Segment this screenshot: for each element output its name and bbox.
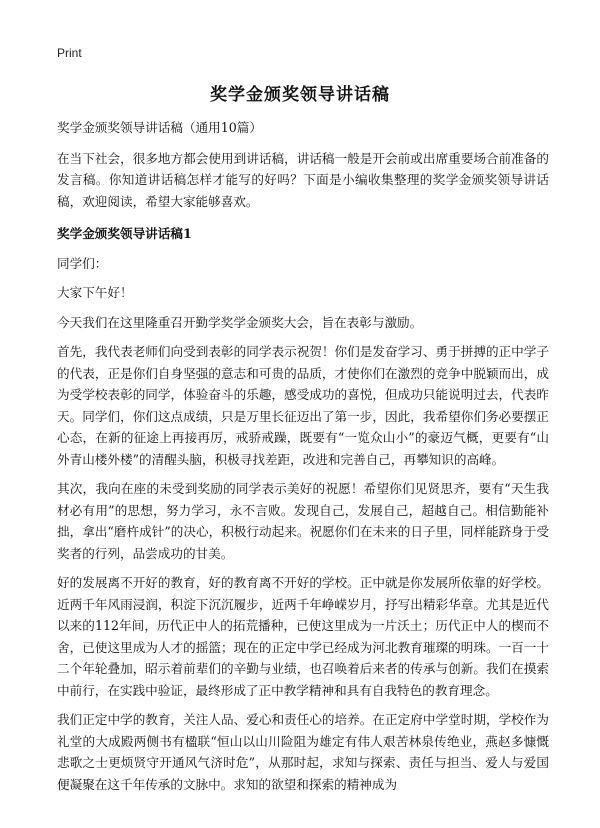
document-body xyxy=(57,117,549,803)
intro-paragraph: 在当下社会，很多地方都会使用到讲话稿，讲话稿一般是开会前或出席重要场合前准备的发言稿。你知道讲话稿怎样才能写的好吗？下面是小编收集整理的奖学金颁奖领导讲话稿，欢迎阅读，希望大家能够喜欢。 xyxy=(57,150,549,209)
document-subtitle: 奖学金颁奖领导讲话稿（通用10篇） xyxy=(57,120,262,135)
body-paragraph: 我们正定中学的教育，关注人品、爱心和责任心的培养。在正定府中学堂时期，学校作为礼堂的大成殿两侧书有楹联“恒山以山川险阻为雄定有伟人艰苦林泉传绝业，燕赵多慷慨悲歌之士更烦贤守开通风气济时危”，从那时起，求知与探索、责任与担当、爱人与爱国便凝聚在这千年传承的文脉中。求知的欲望和探索的精神成为 xyxy=(57,712,549,792)
greeting: 大家下午好！ xyxy=(57,285,133,300)
salutation: 同学们： xyxy=(57,255,108,271)
body-paragraph: 其次，我向在座的未受到奖励的同学表示美好的祝愿！希望你们见贤思齐，要有“天生我材必有用”的思想，努力学习，永不言败。发现自己，发展自己，超越自己。相信勤能补拙，拿出“磨杵成针”的决心，积极行动起来。祝愿你们在未来的日子里，同样能跻身于受奖者的行列，品尝成功的甘美。 xyxy=(57,481,549,561)
section-heading: 奖学金颁奖领导讲话稿1 xyxy=(57,226,192,241)
body-paragraph: 今天我们在这里隆重召开勤学奖学金颁奖大会，旨在表彰与激励。 xyxy=(57,314,423,330)
body-paragraph: 好的发展离不开好的教育，好的教育离不开好的学校。正中就是你发展所依靠的好学校。近两千年风雨浸润，积淀下沉沉履步，近两千年峥嵘岁月，抒写出精彩华章。尤其是近代以来的112年间，历代正中人的拓荒播种，已使这里成为一片沃土；历代正中人的楔而不舍，已使这里成为人才的摇篮；现在的正定中学已经成为河北教育璀璨的明珠。一百一十二个年轮叠加，昭示着前辈们的辛勤与业绩，也召唤着后来者的传承与创新。我们在摸索中前行，在实践中验证，最终形成了正中教学精神和具有自我特色的教育理念。 xyxy=(57,575,549,698)
print-label[interactable]: Print xyxy=(57,46,82,60)
body-paragraph: 首先，我代表老师们向受到表彰的同学表示祝贺！你们是发奋学习、勇于拼搏的正中学子的代表，正是你们自身坚强的意志和可贵的品质，才使你们在激烈的竞争中脱颖而出，成为受学校表彰的同学，体验奋斗的乐趣，感受成功的喜悦，但成功只能说明过去，代表昨天。同学们，你们这点成绩，只是万里长征迈出了第一步，因此，我希望你们务必要摆正心态，在新的征途上再接再厉，戒骄戒躁，既要有“一览众山小”的豪迈气概，更要有“山外青山楼外楼”的清醒头脑，积极寻找差距，改进和完善自己，再攀知识的高峰。 xyxy=(57,344,549,467)
page-title: 奖学金颁奖领导讲话稿 xyxy=(210,85,390,105)
